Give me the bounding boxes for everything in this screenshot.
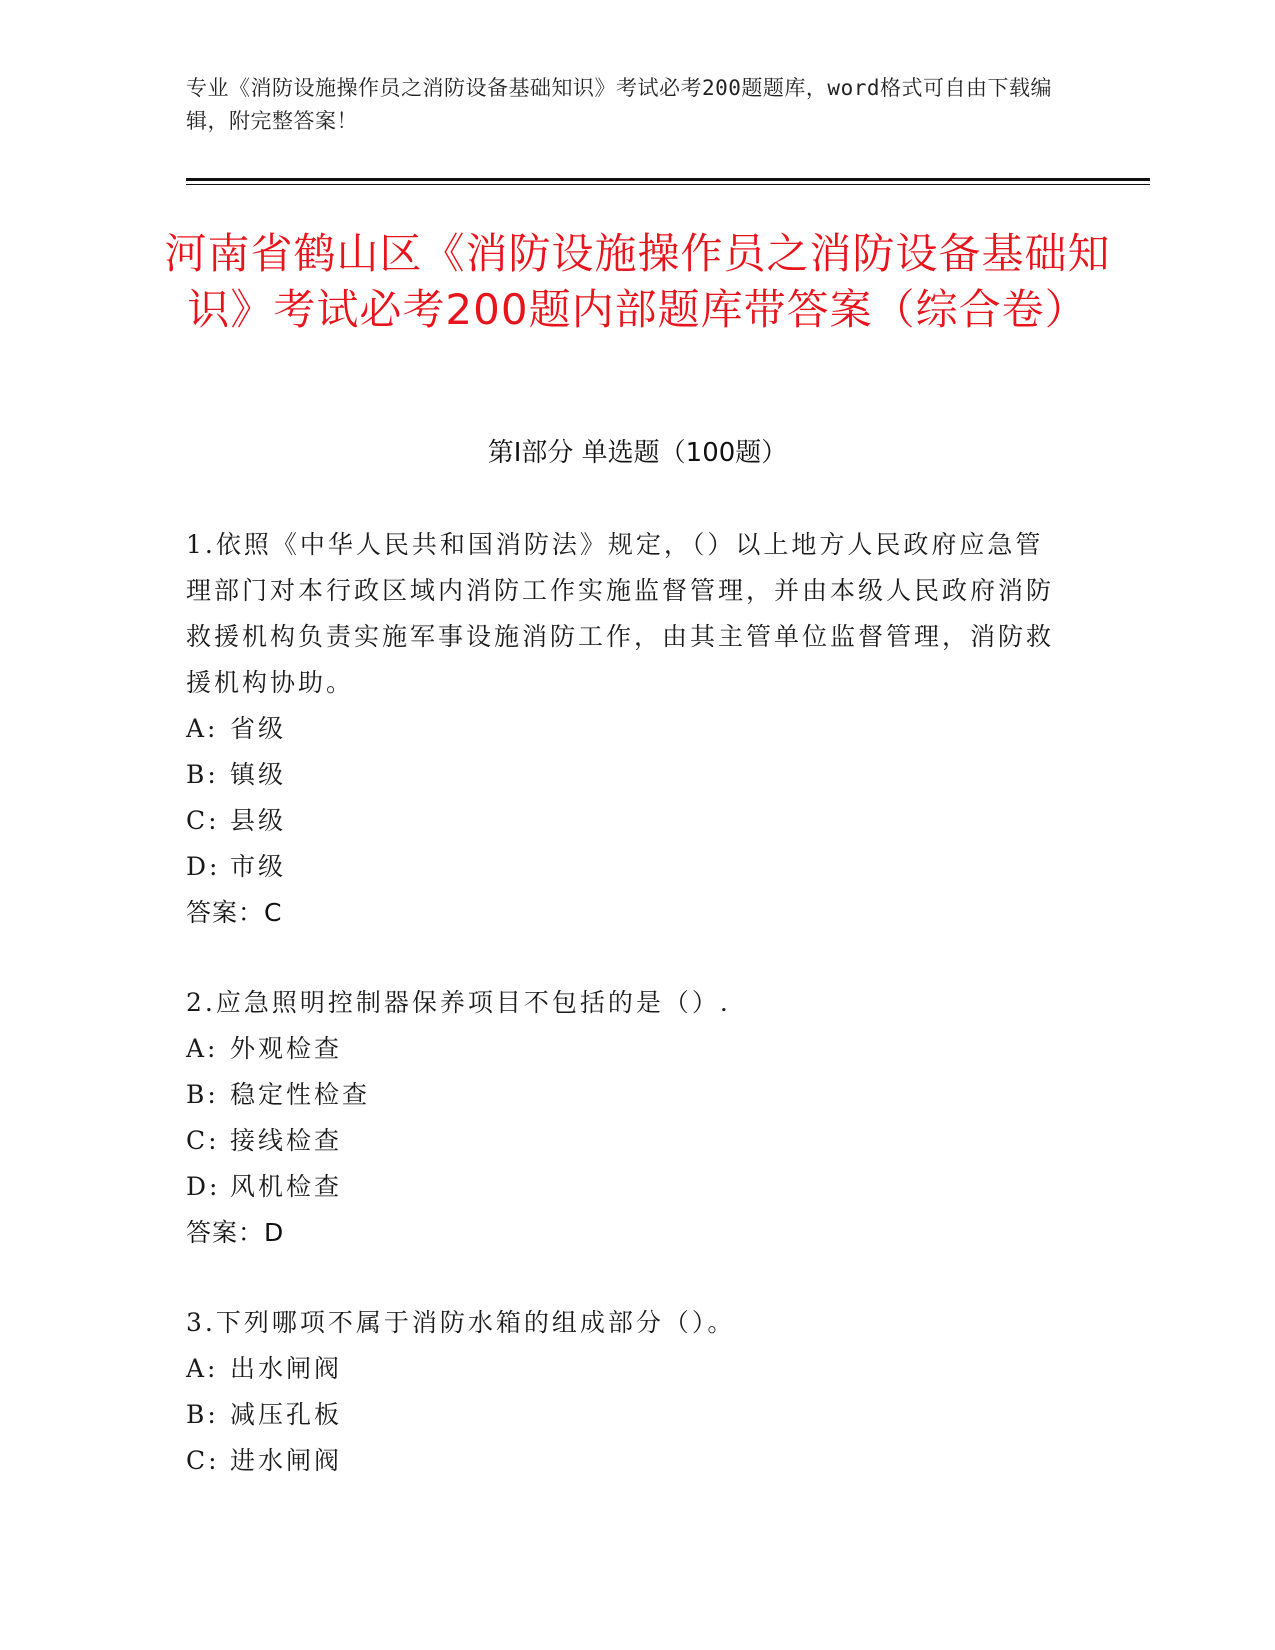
option-text: 稳定性检查 xyxy=(230,1080,371,1109)
option-a xyxy=(186,1346,1066,1392)
option-label: C: xyxy=(186,1446,220,1475)
option-d xyxy=(186,1164,1066,1210)
question-stem: 3.下列哪项不属于消防水箱的组成部分（）。 xyxy=(186,1308,736,1337)
option-label: A: xyxy=(186,1034,219,1063)
option-text: 减压孔板 xyxy=(230,1400,343,1429)
question-2 xyxy=(186,980,1066,1256)
option-text: 接线检查 xyxy=(230,1126,343,1155)
header-divider-thin xyxy=(186,184,1150,185)
question-stem: 1.依照《中华人民共和国消防法》规定，（）以上地方人民政府应急管理部门对本行政区域内消防工作实施监督管理，并由本级人民政府消防救援机构负责实施军事设施消防工作，由其主管单位监督管理，消防救援机构协助。 xyxy=(186,530,1055,697)
option-c xyxy=(186,798,1066,844)
option-d xyxy=(186,844,1066,890)
option-label: D: xyxy=(186,852,221,881)
option-text: 省级 xyxy=(230,714,287,743)
option-label: A: xyxy=(186,1354,219,1383)
option-text: 镇级 xyxy=(230,760,287,789)
answer-line: 答案：C xyxy=(186,898,283,927)
option-b xyxy=(186,1392,1066,1438)
question-spacer xyxy=(186,1256,1066,1300)
option-text: 出水闸阀 xyxy=(230,1354,343,1383)
option-text: 进水闸阀 xyxy=(230,1446,343,1475)
option-c xyxy=(186,1118,1066,1164)
question-list xyxy=(186,522,1066,1484)
option-b xyxy=(186,1072,1066,1118)
option-label: B: xyxy=(186,1080,219,1109)
question-3 xyxy=(186,1300,1066,1484)
question-stem: 2.应急照明控制器保养项目不包括的是（）. xyxy=(186,988,731,1017)
answer-line: 答案：D xyxy=(186,1218,285,1247)
option-text: 市级 xyxy=(230,852,287,881)
option-c xyxy=(186,1438,1066,1484)
option-label: C: xyxy=(186,806,220,835)
option-label: C: xyxy=(186,1126,220,1155)
option-label: D: xyxy=(186,1172,221,1201)
option-label: A: xyxy=(186,714,219,743)
section-heading: 第I部分 单选题（100题） xyxy=(487,438,788,468)
option-label: B: xyxy=(186,1400,219,1429)
option-label: B: xyxy=(186,760,219,789)
option-text: 风机检查 xyxy=(230,1172,343,1201)
option-a xyxy=(186,706,1066,752)
header-divider-thick xyxy=(186,178,1150,181)
header-note: 专业《消防设施操作员之消防设备基础知识》考试必考200题题库，word格式可自由下载编辑，附完整答案！ xyxy=(186,76,1052,133)
option-b xyxy=(186,752,1066,798)
option-a xyxy=(186,1026,1066,1072)
document-title: 河南省鹤山区《消防设施操作员之消防设备基础知识》考试必考200题内部题库带答案（综合卷） xyxy=(164,229,1111,334)
option-text: 外观检查 xyxy=(230,1034,343,1063)
question-spacer xyxy=(186,936,1066,980)
question-1 xyxy=(186,522,1066,936)
option-text: 县级 xyxy=(230,806,287,835)
